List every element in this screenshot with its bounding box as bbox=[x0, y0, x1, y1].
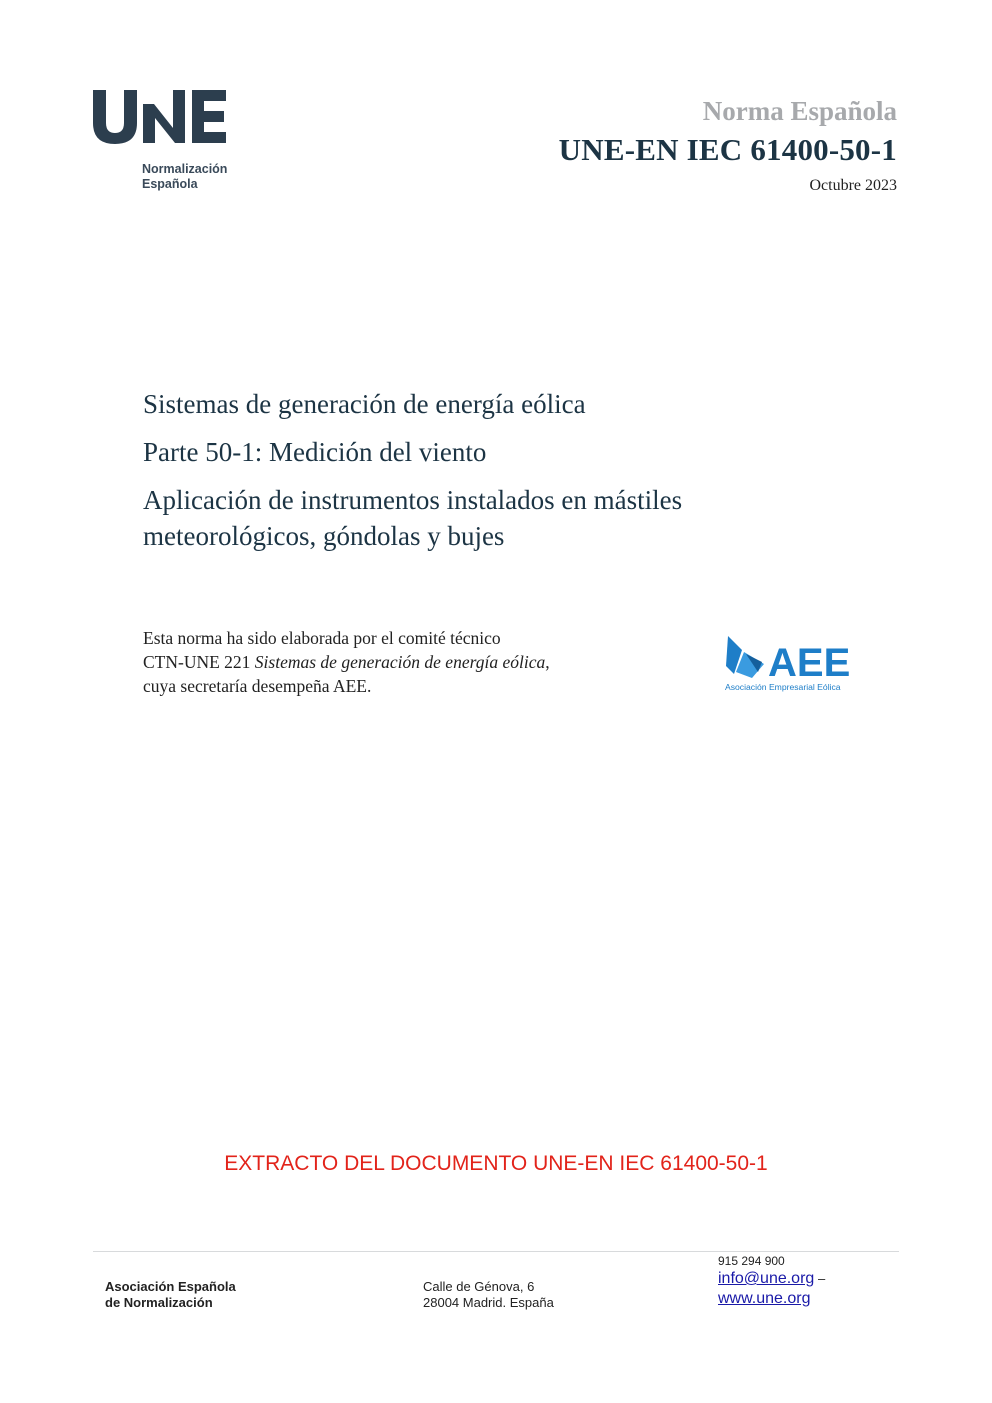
footer-address bbox=[423, 1279, 554, 1311]
norma-label: Norma Española bbox=[702, 96, 897, 126]
footer-phone: 915 294 900 bbox=[718, 1254, 785, 1268]
aee-wordmark: AEE bbox=[768, 641, 851, 685]
publication-date: Octubre 2023 bbox=[809, 177, 897, 194]
committee-name: Sistemas de generación de energía eólica bbox=[254, 652, 546, 672]
committee-code: CTN-UNE 221 bbox=[143, 652, 255, 672]
committee-line-3: cuya secretaría desempeña AEE. bbox=[143, 676, 372, 696]
email-link[interactable]: info@une.org bbox=[718, 1270, 815, 1287]
committee-comma: , bbox=[545, 652, 550, 672]
logo-subtitle-line1: Normalización bbox=[142, 162, 228, 176]
title-line-3: Aplicación de instrumentos instalados en mástiles meteorológicos, góndolas y bujes bbox=[143, 485, 683, 551]
aee-logo bbox=[722, 632, 862, 694]
committee-line-2 bbox=[143, 650, 683, 674]
logo-subtitle-line2: Española bbox=[142, 177, 198, 191]
footer-organization bbox=[105, 1279, 236, 1311]
committee-line-1: Esta norma ha sido elaborada por el comité técnico bbox=[143, 628, 501, 648]
footer-org-line-1: Asociación Española bbox=[105, 1279, 236, 1294]
footer-divider bbox=[93, 1251, 899, 1252]
footer-contact bbox=[718, 1253, 825, 1309]
extract-banner: EXTRACTO DEL DOCUMENTO UNE-EN IEC 61400-50-1 bbox=[224, 1152, 768, 1175]
aee-logo-icon bbox=[722, 632, 862, 694]
committee-statement bbox=[143, 626, 683, 698]
footer-address-line-1: Calle de Génova, 6 bbox=[423, 1279, 535, 1294]
aee-tagline: Asociación Empresarial Eólica bbox=[725, 682, 841, 692]
footer-separator: – bbox=[817, 1271, 826, 1286]
une-logo bbox=[93, 90, 233, 194]
website-link[interactable]: www.une.org bbox=[718, 1290, 811, 1307]
footer-org-line-2: de Normalización bbox=[105, 1295, 213, 1310]
une-wordmark-icon bbox=[93, 90, 233, 150]
standard-code: UNE-EN IEC 61400-50-1 bbox=[558, 132, 897, 167]
footer-address-line-2: 28004 Madrid. España bbox=[423, 1295, 554, 1310]
footer-email-row bbox=[718, 1269, 825, 1289]
title-line-1: Sistemas de generación de energía eólica bbox=[143, 389, 586, 419]
title-line-2: Parte 50-1: Medición del viento bbox=[143, 437, 487, 467]
